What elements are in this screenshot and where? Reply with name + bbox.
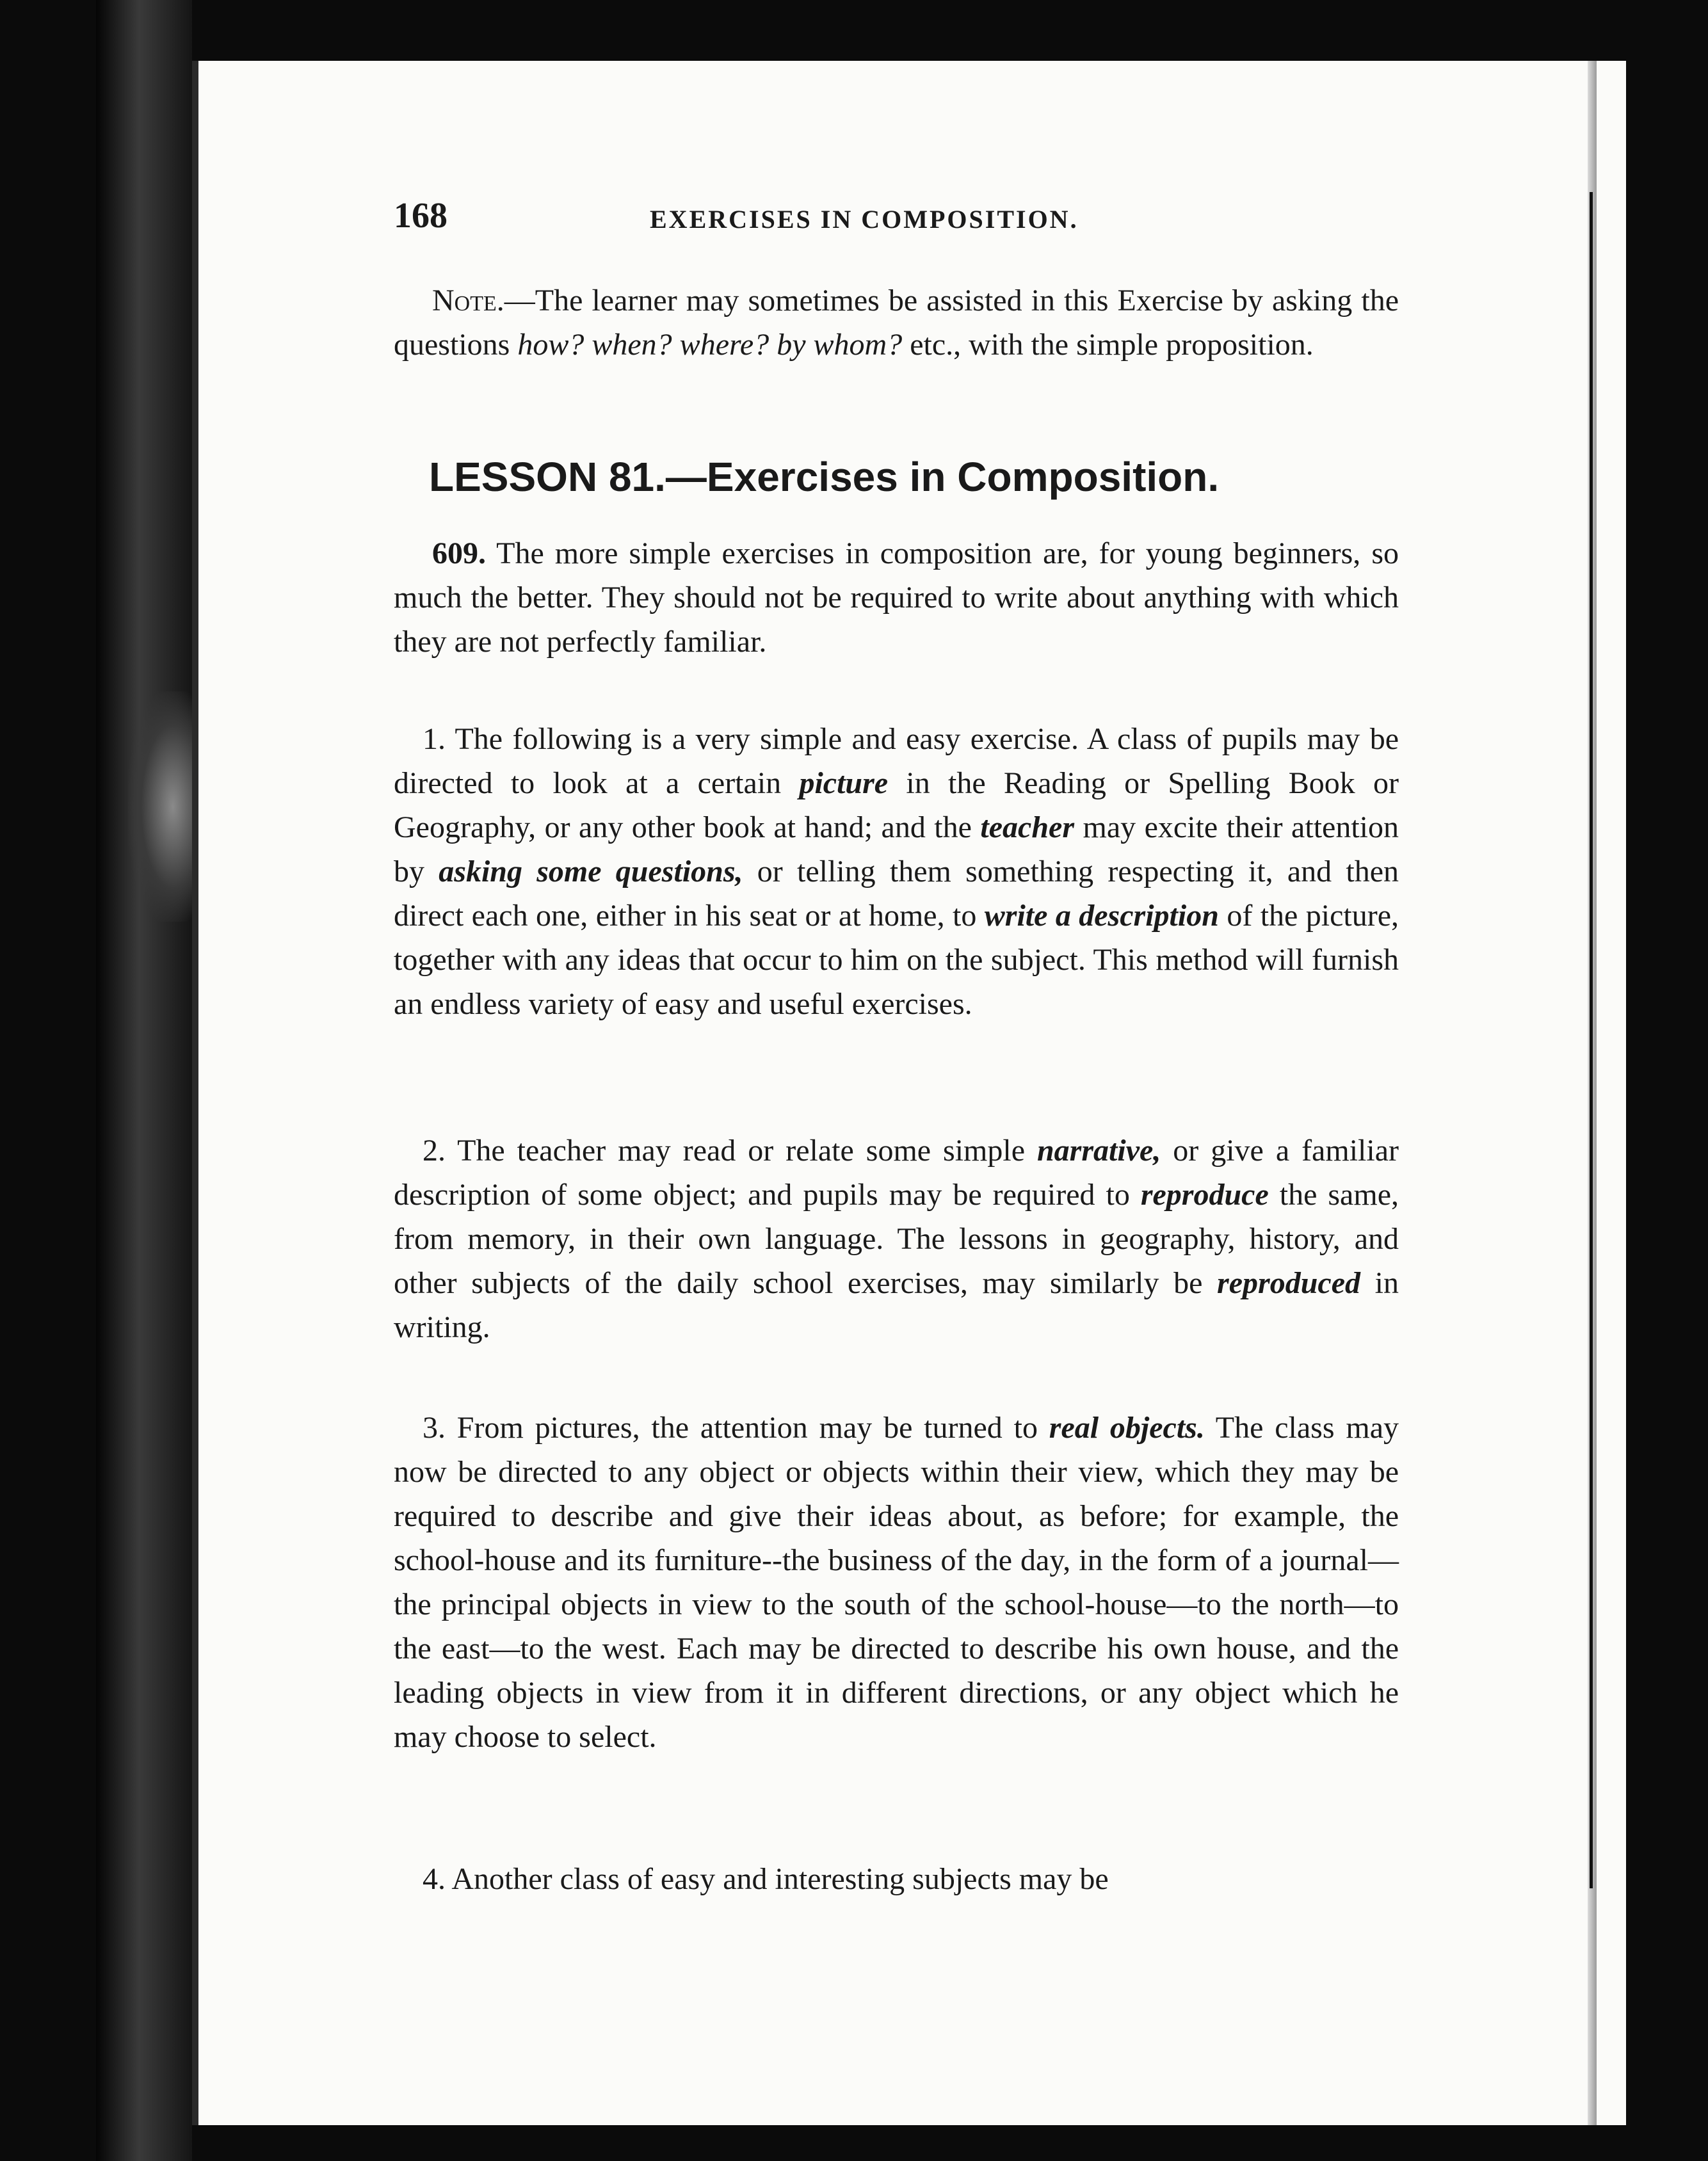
item-2-text: in writing. [394, 1266, 1399, 1344]
item-1-text: 1. The following is a very simple and easy exercise. A class of pupils may be directed to look at a certain [394, 722, 1399, 800]
book-gutter [96, 0, 192, 2161]
page-header [394, 195, 1399, 240]
emphasis-real-objects: real objects. [1049, 1411, 1205, 1445]
emphasis-picture: picture [799, 766, 889, 800]
item-1-paragraph [394, 717, 1399, 1026]
lesson-title: LESSON 81.—Exercises in Composition. [429, 454, 1220, 500]
note-questions: how? when? where? by whom? [517, 328, 903, 362]
item-2-text: the same, from memory, in their own language. The lessons in geography, history, and other subjects of the daily school exercises, may similarly be [394, 1178, 1399, 1300]
item-1-text: may excite their attention by [394, 810, 1399, 888]
item-2-text: or give a familiar description of some object; and pupils may be required to [394, 1134, 1399, 1212]
note-paragraph [394, 278, 1399, 367]
emphasis-asking-questions: asking some questions, [439, 855, 743, 888]
page-number: 168 [394, 196, 447, 236]
item-3-text: The class may now be directed to any object or objects within their view, which they may be required to describe and give their ideas about, as before; for example, the school-house and its furniture--the business of the day, in the form of a journal—the principal objects in view to the south of the school-house—to the north—to the east—to the west. Each may be directed to describe his own house, and the leading objects in view from it in different directions, or any object which he may choose to select. [394, 1411, 1399, 1754]
note-text-end: etc., with the simple proposition. [902, 328, 1314, 362]
emphasis-reproduced: reproduced [1217, 1266, 1361, 1300]
note-text: —The learner may sometimes be assisted in this Exercise by asking the questions [394, 284, 1399, 362]
item-1-text: of the picture, together with any ideas that occur to him on the subject. This method will furnish an endless variety of easy and useful exercises. [394, 899, 1399, 1021]
emphasis-narrative: narrative, [1036, 1134, 1161, 1168]
page-edge-line [1590, 192, 1593, 1888]
emphasis-write-description: write a description [984, 899, 1219, 933]
item-1-text: or telling them something respecting it, and then direct each one, either in his seat or at home, to [394, 855, 1399, 933]
item-3-paragraph [394, 1406, 1399, 1759]
emphasis-reproduce: reproduce [1140, 1178, 1269, 1212]
section-number: 609. [432, 536, 486, 570]
book-page [192, 61, 1626, 2125]
running-head: EXERCISES IN COMPOSITION. [650, 205, 1079, 234]
emphasis-teacher: teacher [980, 810, 1075, 844]
section-text: The more simple exercises in composition are, for young beginners, so much the better. They should not be required to write about anything with which they are not perfectly familiar. [394, 536, 1399, 659]
item-1-text: in the Reading or Spelling Book or Geography, or any other book at hand; and the [394, 766, 1399, 844]
item-2-text: 2. The teacher may read or relate some simple [423, 1134, 1037, 1168]
item-2-paragraph [394, 1129, 1399, 1349]
note-label: Note. [432, 284, 504, 317]
item-3-text: 3. From pictures, the attention may be turned to [423, 1411, 1049, 1445]
item-4-paragraph: 4. Another class of easy and interesting subjects may be [423, 1862, 1109, 1896]
section-609-paragraph [394, 531, 1399, 664]
